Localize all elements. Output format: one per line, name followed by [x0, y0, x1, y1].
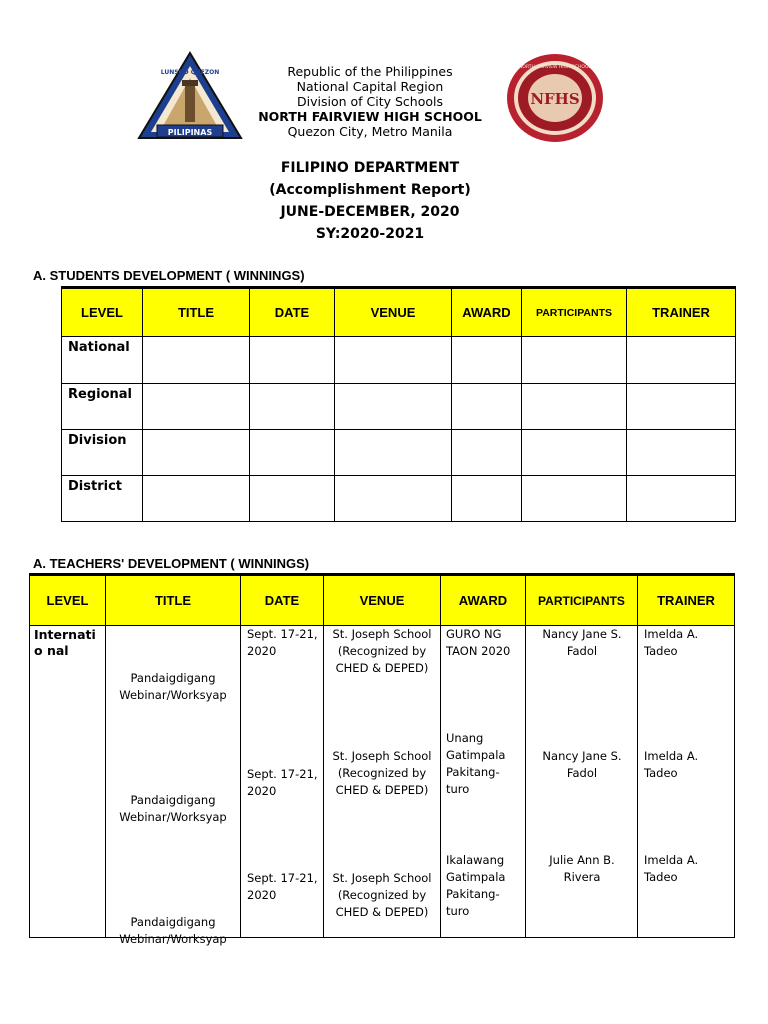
teachers-row2-title: Pandaigdigang Webinar/Worksyap — [119, 793, 227, 824]
teachers-header-title: TITLE — [106, 575, 241, 626]
header-republic: Republic of the Philippines — [287, 64, 453, 79]
students-level-regional: Regional — [62, 384, 143, 430]
quezon-city-seal — [135, 50, 245, 142]
students-section-title: A. STUDENTS DEVELOPMENT ( WINNINGS) — [33, 268, 305, 283]
students-header-award: AWARD — [452, 288, 522, 337]
table-row — [62, 384, 736, 430]
teachers-row1-title: Pandaigdigang Webinar/Worksyap — [119, 671, 227, 702]
header-location: Quezon City, Metro Manila — [287, 124, 453, 139]
teachers-row3-date: Sept. 17-21, 2020 — [247, 871, 318, 902]
seal-ring-text: NORTH FAIRVIEW HIGH SCHOOL — [519, 65, 591, 70]
teachers-section-title: A. TEACHERS' DEVELOPMENT ( WINNINGS) — [33, 556, 310, 571]
table-row — [62, 476, 736, 522]
teachers-row2-trainer: Imelda A. Tadeo — [644, 749, 699, 780]
teachers-row1-award: GURO NG TAON 2020 — [446, 627, 511, 658]
report-department: FILIPINO DEPARTMENT — [280, 160, 460, 176]
teachers-row1-date: Sept. 17-21, 2020 — [247, 627, 318, 658]
teachers-row2-award: Unang Gatimpala Pakitang-turo — [446, 731, 506, 796]
table-row — [30, 626, 735, 938]
report-period: JUNE-DECEMBER, 2020 — [280, 204, 460, 220]
teachers-row3-venue: St. Joseph School (Recognized by CHED & DEPED) — [332, 871, 432, 919]
teachers-row2-participants: Nancy Jane S. Fadol — [542, 749, 622, 780]
report-type: (Accomplishment Report) — [269, 182, 471, 198]
teachers-header-level: LEVEL — [30, 575, 106, 626]
header-school-name: NORTH FAIRVIEW HIGH SCHOOL — [258, 109, 482, 124]
students-header-date: DATE — [250, 288, 335, 337]
teachers-row1-participants: Nancy Jane S. Fadol — [542, 627, 622, 658]
teachers-header-participants: PARTICIPANTS — [526, 575, 638, 626]
seal-banner-text: PILIPINAS — [167, 128, 213, 137]
seal-arc-text: LUNSOD QUEZON — [160, 69, 220, 76]
table-row — [62, 430, 736, 476]
teachers-row3-award: Ikalawang Gatimpala Pakitang-turo — [446, 853, 506, 918]
students-header-title: TITLE — [143, 288, 250, 337]
students-table — [61, 286, 736, 522]
teachers-header-award: AWARD — [441, 575, 526, 626]
students-level-national: National — [62, 337, 143, 384]
teachers-header-venue: VENUE — [324, 575, 441, 626]
students-header-participants: PARTICIPANTS — [522, 288, 627, 337]
report-school-year: SY:2020-2021 — [315, 226, 425, 242]
students-header-trainer: TRAINER — [627, 288, 736, 337]
teachers-row2-date: Sept. 17-21, 2020 — [247, 767, 318, 798]
students-level-division: Division — [62, 430, 143, 476]
teachers-row3-title: Pandaigdigang Webinar/Worksyap — [119, 915, 227, 946]
teachers-row1-venue: St. Joseph School (Recognized by CHED & DEPED) — [332, 627, 432, 675]
teachers-header-trainer: TRAINER — [638, 575, 735, 626]
header-division: Division of City Schools — [296, 94, 443, 109]
teachers-header-date: DATE — [241, 575, 324, 626]
teachers-row2-venue: St. Joseph School (Recognized by CHED & DEPED) — [332, 749, 432, 797]
teachers-row3-participants: Julie Ann B. Rivera — [549, 853, 615, 884]
students-header-venue: VENUE — [335, 288, 452, 337]
teachers-row1-trainer: Imelda A. Tadeo — [644, 627, 699, 658]
header-region: National Capital Region — [296, 79, 444, 94]
teachers-level-international: Internatio nal — [34, 627, 96, 658]
table-row — [62, 337, 736, 384]
students-level-district: District — [62, 476, 143, 522]
seal-monogram: NFHS — [530, 90, 580, 108]
teachers-row3-trainer: Imelda A. Tadeo — [644, 853, 699, 884]
nfhs-school-seal — [505, 52, 605, 144]
students-header-level: LEVEL — [62, 288, 143, 337]
teachers-table — [29, 573, 735, 946]
